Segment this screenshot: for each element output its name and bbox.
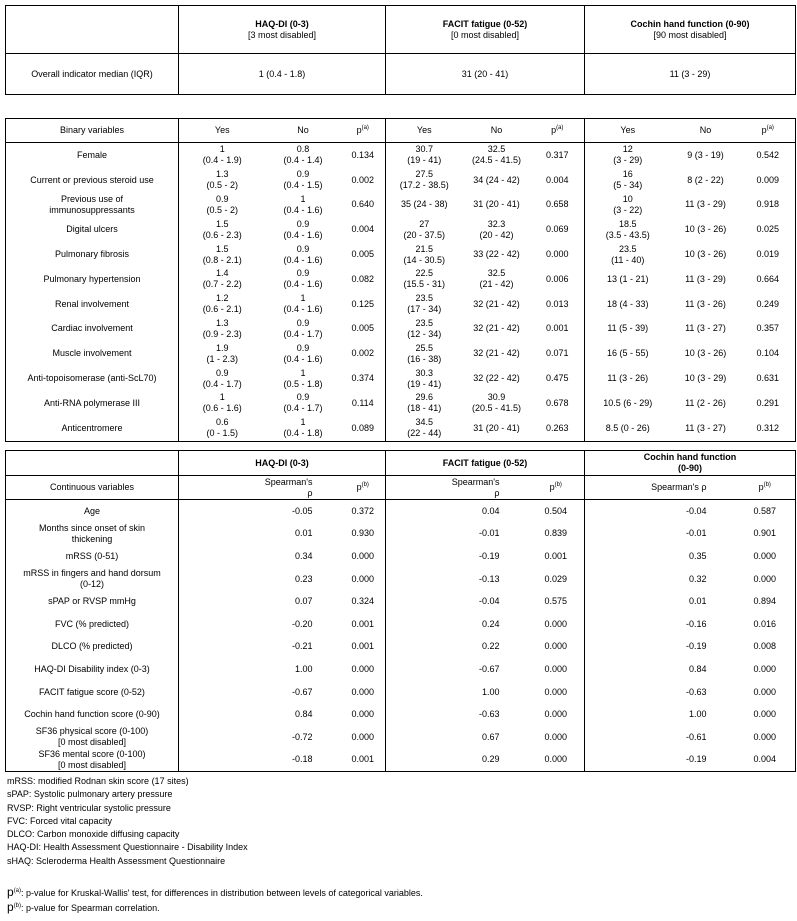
p-header: [735, 476, 796, 500]
yes-value: 11 (3 - 26): [585, 366, 671, 391]
table-row: [6, 416, 796, 441]
spearman-rho-value: -0.01: [386, 523, 528, 546]
table-row: [6, 341, 796, 366]
table-row: [6, 636, 796, 659]
yes-value: 18 (4 - 33): [585, 292, 671, 317]
spearman-rho-value: 0.23: [179, 568, 341, 591]
spearman-rho-value: -0.19: [386, 545, 528, 568]
spearman-rho-value: -0.67: [179, 681, 341, 704]
spearman-rho-header: Spearman's ρ: [179, 476, 341, 500]
p-value: 0.001: [351, 641, 375, 652]
group-header-haq: HAQ-DI (0-3): [179, 451, 386, 476]
variable-label: Age: [83, 505, 100, 516]
variable-label: FVC (% predicted): [54, 618, 130, 629]
p-value: 0.658: [545, 199, 569, 210]
yes-value: 11 (5 - 39): [585, 317, 671, 342]
haq-median: 1 (0.4 - 1.8): [179, 54, 386, 95]
yes-value: 13 (1 - 21): [585, 267, 671, 292]
p-value: 0.001: [351, 618, 375, 629]
spearman-rho-value: 0.04: [386, 500, 528, 523]
p-value: 0.125: [351, 298, 375, 309]
header-title: HAQ-DI (0-3): [255, 18, 309, 29]
p-value: 0.019: [756, 249, 780, 260]
p-value: 0.004: [545, 174, 569, 185]
p-value: 0.089: [351, 422, 375, 433]
p-superscript: (a): [13, 888, 22, 894]
p-value: 0.542: [756, 149, 780, 160]
no-value: 10 (3 - 26): [684, 348, 727, 359]
group-header-cochin: Cochin hand function (0-90): [585, 451, 796, 476]
table-row: [6, 749, 796, 772]
p-value: 0.009: [756, 174, 780, 185]
no-value: 11 (3 - 27): [685, 323, 726, 334]
variable-label: Months since onset of skin thickening: [38, 522, 146, 544]
no-value: 33 (22 - 42): [473, 249, 520, 260]
header-sub: [0 most disabled]: [450, 29, 520, 40]
yes-value: 21.5 (14 - 30.5): [386, 242, 463, 267]
spearman-rho-value: -0.05: [179, 500, 341, 523]
yes-value: 12 (3 - 29): [585, 143, 671, 168]
variable-label: Current or previous steroid use: [30, 174, 154, 185]
p-superscript: (b): [13, 902, 22, 909]
no-value: 0.9 (0.4 - 1.5): [283, 169, 323, 191]
group-header-facit: FACIT fatigue (0-52): [386, 451, 585, 476]
spearman-rho-value: 0.35: [585, 545, 735, 568]
table-row: [6, 292, 796, 317]
yes-value: 30.7 (19 - 41): [386, 143, 463, 168]
yes-value: 1.3 (0.5 - 2): [179, 168, 266, 193]
p-superscript: (b): [361, 482, 369, 488]
no-value: 8 (2 - 22): [687, 174, 724, 185]
no-value: 11 (3 - 26): [685, 298, 726, 309]
p-value: 0.000: [351, 573, 375, 584]
spearman-rho-header: Spearman's ρ: [386, 476, 528, 500]
spearman-rho-value: 0.24: [386, 613, 528, 636]
p-value: 0.000: [753, 731, 777, 742]
p-value: 0.587: [753, 505, 777, 516]
p-superscript: (a): [556, 125, 564, 131]
no-header: No: [490, 125, 503, 135]
p-symbol: p: [761, 125, 767, 135]
variable-label: SF36 physical score (0-100) [0 most disabled]: [35, 726, 149, 748]
variable-label: Anticentromere: [61, 422, 123, 433]
spearman-rho-value: 0.84: [585, 658, 735, 681]
yes-value: 0.9 (0.5 - 2): [179, 193, 266, 218]
no-value: 30.9 (20.5 - 41.5): [471, 392, 522, 414]
spearman-rho-value: -0.67: [386, 658, 528, 681]
p-value: 0.005: [351, 249, 375, 260]
yes-value: 22.5 (15.5 - 31): [386, 267, 463, 292]
table-row: [6, 523, 796, 546]
p-value: 0.001: [351, 754, 375, 765]
p-value: 0.374: [351, 373, 375, 384]
no-value: 31 (20 - 41): [473, 422, 520, 433]
no-value: 10 (3 - 26): [684, 249, 727, 260]
table-row: [6, 726, 796, 749]
p-value: 0.839: [544, 528, 568, 539]
abbreviation-item: sPAP: Systolic pulmonary artery pressure: [7, 789, 173, 800]
spearman-rho-value: 0.84: [179, 703, 341, 726]
table-row: [6, 366, 796, 391]
facit-header: [386, 6, 585, 54]
p-value: 0.001: [544, 550, 568, 561]
spearman-rho-header: Spearman's ρ: [585, 476, 735, 500]
spearman-rho-value: -0.13: [386, 568, 528, 591]
cochin-header: [585, 6, 796, 54]
variable-label: Pulmonary hypertension: [43, 273, 141, 284]
p-value: 0.071: [545, 348, 569, 359]
yes-value: 16 (5 - 55): [585, 341, 671, 366]
p-value: 0.025: [756, 224, 780, 235]
yes-value: 35 (24 - 38): [386, 193, 463, 218]
yes-value: 23.5 (11 - 40): [585, 242, 671, 267]
spearman-rho-value: -0.63: [386, 703, 528, 726]
yes-value: 18.5 (3.5 - 43.5): [585, 217, 671, 242]
no-value: 1 (0.4 - 1.6): [283, 193, 323, 215]
yes-value: 1.4 (0.7 - 2.2): [179, 267, 266, 292]
no-value: 1 (0.4 - 1.8): [283, 417, 323, 439]
p-value-notes: [7, 886, 423, 915]
haq-header: [179, 6, 386, 54]
p-value: 0.000: [753, 663, 777, 674]
p-value: 0.114: [351, 397, 374, 408]
p-value: 0.000: [351, 686, 375, 697]
abbreviation-item: sHAQ: Scleroderma Health Assessment Questionnaire: [7, 855, 226, 866]
p-value: 0.000: [351, 550, 375, 561]
no-value: 11 (3 - 29): [685, 273, 726, 284]
yes-value: 8.5 (0 - 26): [585, 416, 671, 441]
p-note: [7, 886, 423, 901]
no-header: No: [297, 125, 309, 135]
p-value: 0.291: [756, 397, 780, 408]
p-value: 0.324: [351, 596, 375, 607]
no-value: 11 (3 - 29): [685, 199, 726, 210]
variable-label: sPAP or RVSP mmHg: [48, 596, 136, 607]
p-value: 0.263: [545, 422, 569, 433]
yes-value: 10 (3 - 22): [585, 193, 671, 218]
no-value: 32.3 (20 - 42): [479, 218, 514, 240]
no-value: 0.8 (0.4 - 1.4): [283, 144, 323, 166]
variable-label: Cardiac involvement: [51, 323, 133, 334]
table-row: [6, 590, 796, 613]
variable-label: Previous use of immunosuppressants: [49, 193, 135, 215]
table-row: [6, 317, 796, 342]
p-value: 0.002: [351, 348, 375, 359]
yes-value: 10.5 (6 - 29): [585, 391, 671, 416]
header-title: Cochin hand function (0-90): [630, 18, 750, 29]
no-value: 1 (0.4 - 1.6): [283, 293, 323, 315]
yes-value: 1.2 (0.6 - 2.1): [179, 292, 266, 317]
p-value: 0.029: [544, 573, 568, 584]
empty-header-cell: [6, 451, 179, 476]
p-symbol: p: [758, 482, 764, 492]
empty-header-cell: [6, 6, 179, 54]
header-sub: [3 most disabled]: [247, 29, 317, 40]
spearman-rho-value: -0.21: [179, 636, 341, 659]
yes-value: 0.6 (0 - 1.5): [179, 416, 266, 441]
spearman-rho-value: 0.07: [179, 590, 341, 613]
spearman-rho-value: 0.67: [386, 726, 528, 749]
p-value: 0.004: [753, 754, 777, 765]
p-value: 0.069: [545, 224, 569, 235]
variable-label: mRSS in fingers and hand dorsum (0-12): [23, 568, 161, 590]
overall-median-table: [5, 5, 796, 95]
variable-label: Digital ulcers: [66, 224, 118, 235]
spearman-rho-value: 0.32: [585, 568, 735, 591]
p-symbol: p: [356, 482, 362, 492]
p-header: [341, 119, 386, 143]
p-value: 0.575: [544, 596, 568, 607]
no-value: 9 (3 - 19): [687, 149, 724, 160]
yes-value: 1.9 (1 - 2.3): [179, 341, 266, 366]
variable-label: mRSS (0-51): [65, 550, 119, 561]
p-header: [741, 119, 796, 143]
no-value: 34 (24 - 42): [473, 174, 520, 185]
p-value: 0.000: [753, 709, 777, 720]
yes-value: 1.5 (0.8 - 2.1): [179, 242, 266, 267]
yes-value: 27 (20 - 37.5): [386, 217, 463, 242]
spearman-rho-value: -0.19: [585, 636, 735, 659]
p-value: 0.000: [544, 754, 568, 765]
p-value: 0.008: [753, 641, 777, 652]
p-value: 0.930: [351, 528, 375, 539]
variable-label: FACIT fatigue score (0-52): [39, 686, 145, 697]
note-text: : p-value for Kruskal-Wallis' test, for differences in distribution between levels of categorical variables.: [21, 888, 423, 898]
p-header: [528, 476, 585, 500]
yes-header: Yes: [179, 119, 266, 143]
p-note: [7, 901, 423, 916]
p-symbol: p: [551, 125, 557, 135]
table-row: [6, 391, 796, 416]
binary-label-header: Binary variables: [59, 125, 125, 135]
cochin-median: 11 (3 - 29): [585, 54, 796, 95]
spearman-rho-value: 0.01: [179, 523, 341, 546]
row-label: Overall indicator median (IQR): [31, 68, 153, 79]
yes-value: 1 (0.4 - 1.9): [179, 143, 266, 168]
p-value: 0.000: [351, 709, 375, 720]
p-value: 0.312: [756, 422, 780, 433]
p-symbol: p: [356, 125, 362, 135]
p-value: 0.006: [545, 273, 569, 284]
yes-value: 16 (5 - 34): [585, 168, 671, 193]
p-value: 0.631: [756, 373, 780, 384]
table-row: [6, 703, 796, 726]
p-value: 0.000: [753, 550, 777, 561]
spearman-rho-value: 0.34: [179, 545, 341, 568]
p-value: 0.640: [351, 199, 375, 210]
spearman-rho-value: -0.61: [585, 726, 735, 749]
abbreviation-item: DLCO: Carbon monoxide diffusing capacity: [7, 829, 180, 840]
no-header: No: [699, 125, 712, 135]
spearman-rho-value: -0.18: [179, 749, 341, 772]
note-text: : p-value for Spearman correlation.: [21, 902, 160, 913]
p-value: 0.475: [545, 373, 569, 384]
variable-label: HAQ-DI Disability index (0-3): [34, 663, 150, 674]
variable-label: SF36 mental score (0-100) [0 most disabled]: [38, 748, 146, 770]
p-value: 0.005: [351, 323, 375, 334]
spearman-rho-value: 1.00: [386, 681, 528, 704]
spearman-rho-value: 1.00: [179, 658, 341, 681]
p-superscript: (a): [766, 125, 774, 131]
header-title: FACIT fatigue (0-52): [442, 18, 528, 29]
spearman-rho-value: -0.19: [585, 749, 735, 772]
p-value: 0.000: [351, 731, 375, 742]
spearman-rho-value: 0.29: [386, 749, 528, 772]
p-value: 0.000: [544, 686, 568, 697]
no-value: 0.9 (0.4 - 1.6): [283, 342, 323, 364]
p-value: 0.001: [545, 323, 569, 334]
p-value: 0.013: [545, 298, 569, 309]
variable-label: Muscle involvement: [52, 348, 132, 359]
yes-header: Yes: [585, 119, 671, 143]
abbreviations-list: [7, 775, 248, 868]
p-value: 0.000: [544, 663, 568, 674]
p-value: 0.000: [544, 618, 568, 629]
table-row: [6, 613, 796, 636]
yes-value: 1.3 (0.9 - 2.3): [179, 317, 266, 342]
p-value: 0.082: [351, 273, 375, 284]
p-value: 0.016: [753, 618, 777, 629]
yes-value: 1.5 (0.6 - 2.3): [179, 217, 266, 242]
abbreviation-item: FVC: Forced vital capacity: [7, 815, 113, 826]
yes-value: 23.5 (12 - 34): [386, 317, 463, 342]
yes-header: Yes: [386, 119, 463, 143]
spearman-rho-value: 0.01: [585, 590, 735, 613]
p-superscript: (a): [361, 125, 369, 131]
continuous-label-header: Continuous variables: [49, 482, 135, 492]
no-value: 32.5 (24.5 - 41.5): [471, 144, 522, 166]
spearman-rho-value: -0.16: [585, 613, 735, 636]
table-row: [6, 681, 796, 704]
table-row: [6, 217, 796, 242]
table-row: [6, 658, 796, 681]
no-value: 32 (21 - 42): [473, 323, 520, 334]
no-value: 0.9 (0.4 - 1.6): [283, 243, 323, 265]
abbreviation-item: RVSP: Right ventricular systolic pressure: [7, 802, 171, 813]
yes-value: 25.5 (16 - 38): [386, 341, 463, 366]
variable-label: Female: [76, 149, 107, 160]
spearman-rho-value: 1.00: [585, 703, 735, 726]
p-value: 0.678: [545, 397, 569, 408]
p-header: [531, 119, 585, 143]
p-value: 0.004: [351, 224, 375, 235]
p-value: 0.000: [544, 709, 568, 720]
p-value: 0.000: [753, 686, 777, 697]
spearman-rho-value: -0.20: [179, 613, 341, 636]
header-sub: [90 most disabled]: [653, 29, 727, 40]
variable-label: DLCO (% predicted): [51, 641, 133, 652]
p-superscript: (b): [763, 482, 771, 488]
p-superscript: (b): [554, 482, 562, 488]
spearman-rho-value: -0.04: [386, 590, 528, 613]
variable-label: Anti-topoisomerase (anti-ScL70): [27, 373, 157, 384]
p-value: 0.000: [544, 731, 568, 742]
p-value: 0.372: [351, 505, 375, 516]
no-value: 10 (3 - 26): [684, 224, 727, 235]
yes-value: 1 (0.6 - 1.6): [179, 391, 266, 416]
abbreviation-item: mRSS: modified Rodnan skin score (17 sites): [7, 776, 189, 786]
p-value: 0.918: [756, 199, 780, 210]
p-value: 0.894: [753, 596, 777, 607]
spearman-rho-value: 0.22: [386, 636, 528, 659]
variable-label: Renal involvement: [54, 298, 130, 309]
table-row: [6, 168, 796, 193]
p-value: 0.249: [756, 298, 780, 309]
yes-value: 23.5 (17 - 34): [386, 292, 463, 317]
p-value: 0.134: [351, 149, 375, 160]
no-value: 31 (20 - 41): [473, 199, 520, 210]
no-value: 0.9 (0.4 - 1.6): [283, 218, 323, 240]
no-value: 0.9 (0.4 - 1.7): [283, 392, 323, 414]
spearman-rho-value: -0.01: [585, 523, 735, 546]
no-value: 32 (21 - 42): [473, 348, 520, 359]
yes-value: 34.5 (22 - 44): [386, 416, 463, 441]
p-value: 0.000: [753, 573, 777, 584]
abbreviation-item: HAQ-DI: Health Assessment Questionnaire - Disability Index: [7, 842, 248, 853]
p-symbol: p: [549, 482, 555, 492]
yes-value: 29.6 (18 - 41): [386, 391, 463, 416]
table-row: [6, 267, 796, 292]
variable-label: Anti-RNA polymerase III: [43, 397, 141, 408]
binary-variables-table: [5, 118, 796, 442]
p-value: 0.000: [545, 249, 569, 260]
no-value: 11 (2 - 26): [685, 397, 726, 408]
yes-value: 30.3 (19 - 41): [386, 366, 463, 391]
p-value: 0.664: [756, 273, 780, 284]
p-value: 0.357: [756, 323, 780, 334]
no-value: 0.9 (0.4 - 1.7): [283, 317, 323, 339]
p-value: 0.317: [545, 149, 569, 160]
spearman-rho-value: -0.63: [585, 681, 735, 704]
spearman-rho-value: -0.04: [585, 500, 735, 523]
p-value: 0.002: [351, 174, 375, 185]
facit-median: 31 (20 - 41): [386, 54, 585, 95]
variable-label: Cochin hand function score (0-90): [24, 709, 160, 720]
yes-value: 0.9 (0.4 - 1.7): [179, 366, 266, 391]
p-value: 0.504: [544, 505, 568, 516]
no-value: 1 (0.5 - 1.8): [283, 367, 323, 389]
no-value: 32 (21 - 42): [473, 298, 520, 309]
p-symbol: p: [7, 885, 14, 899]
table-row: [6, 545, 796, 568]
continuous-variables-table: [5, 450, 796, 772]
p-symbol: p: [7, 899, 14, 914]
variable-label: Pulmonary fibrosis: [54, 249, 130, 260]
p-header: [341, 476, 386, 500]
table-row: [6, 500, 796, 523]
no-value: 32 (22 - 42): [473, 373, 520, 384]
p-value: 0.104: [756, 348, 780, 359]
p-value: 0.000: [351, 663, 375, 674]
no-value: 10 (3 - 29): [684, 373, 727, 384]
table-row: [6, 143, 796, 168]
yes-value: 27.5 (17.2 - 38.5): [386, 168, 463, 193]
table-row: [6, 242, 796, 267]
no-value: 32.5 (21 - 42): [479, 268, 514, 290]
spearman-rho-value: -0.72: [179, 726, 341, 749]
table-row: [6, 193, 796, 218]
no-value: 0.9 (0.4 - 1.6): [283, 268, 323, 290]
no-value: 11 (3 - 27): [685, 422, 726, 433]
p-value: 0.000: [544, 641, 568, 652]
p-value: 0.901: [753, 528, 777, 539]
table-row: [6, 568, 796, 591]
